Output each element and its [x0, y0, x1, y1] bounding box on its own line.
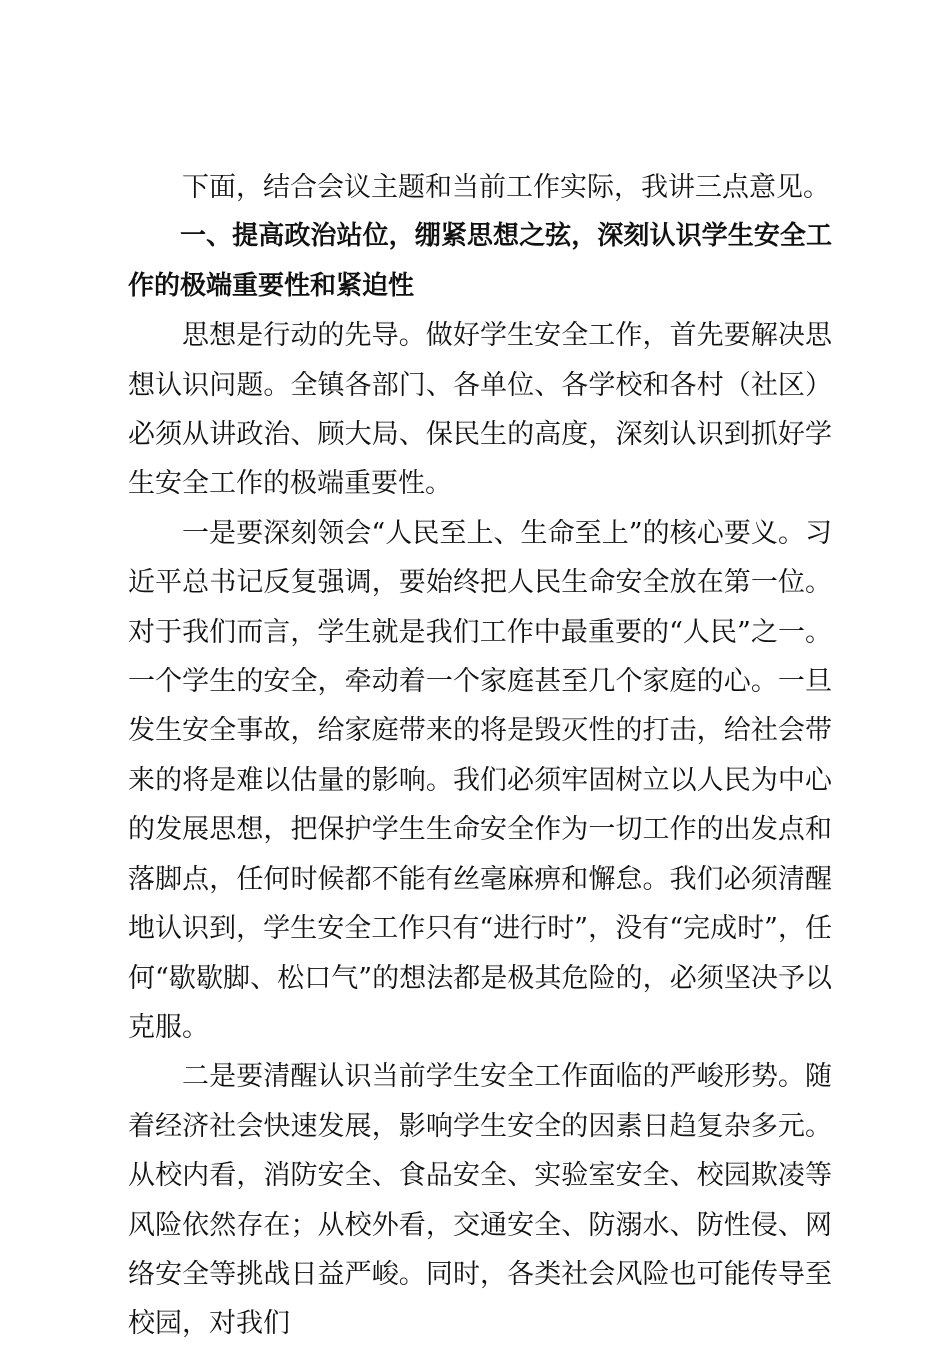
section-heading-1: 一、提高政治站位，绷紧思想之弦，深刻认识学生安全工作的极端重要性和紧迫性: [128, 221, 832, 301]
paragraph-point-two: 二是要清醒认识当前学生安全工作面临的严峻形势。随着经济社会快速发展，影响学生安全的因素日趋复杂多元。从校内看，消防安全、食品安全、实验室安全、校园欺凌等风险依然存在；从校外看，交通安全、防溺水、防性侵、网络安全等挑战日益严峻。同时，各类社会风险也可能传导至校园，对我们: [128, 1061, 832, 1340]
paragraph-thought: 思想是行动的先导。做好学生安全工作，首先要解决思想认识问题。全镇各部门、各单位、各学校和各村（社区）必须从讲政治、顾大局、保民生的高度，深刻认识到抓好学生安全工作的极端重要性。: [128, 320, 832, 500]
document-body: [128, 163, 832, 1349]
paragraph-point-one: 一是要深刻领会“人民至上、生命至上”的核心要义。习近平总书记反复强调，要始终把人民生命安全放在第一位。对于我们而言，学生就是我们工作中最重要的“人民”之一。一个学生的安全，牵动着一个家庭甚至几个家庭的心。一旦发生安全事故，给家庭带来的将是毁灭性的打击，给社会带来的将是难以估量的影响。我们必须牢固树立以人民为中心的发展思想，把保护学生生命安全作为一切工作的出发点和落脚点，任何时候都不能有丝毫麻痹和懈怠。我们必须清醒地认识到，学生安全工作只有“进行时”，没有“完成时”，任何“歇歇脚、松口气”的想法都是极其危险的，必须坚决予以克服。: [128, 517, 832, 1043]
paragraph-intro: 下面，结合会议主题和当前工作实际，我讲三点意见。: [182, 172, 830, 203]
